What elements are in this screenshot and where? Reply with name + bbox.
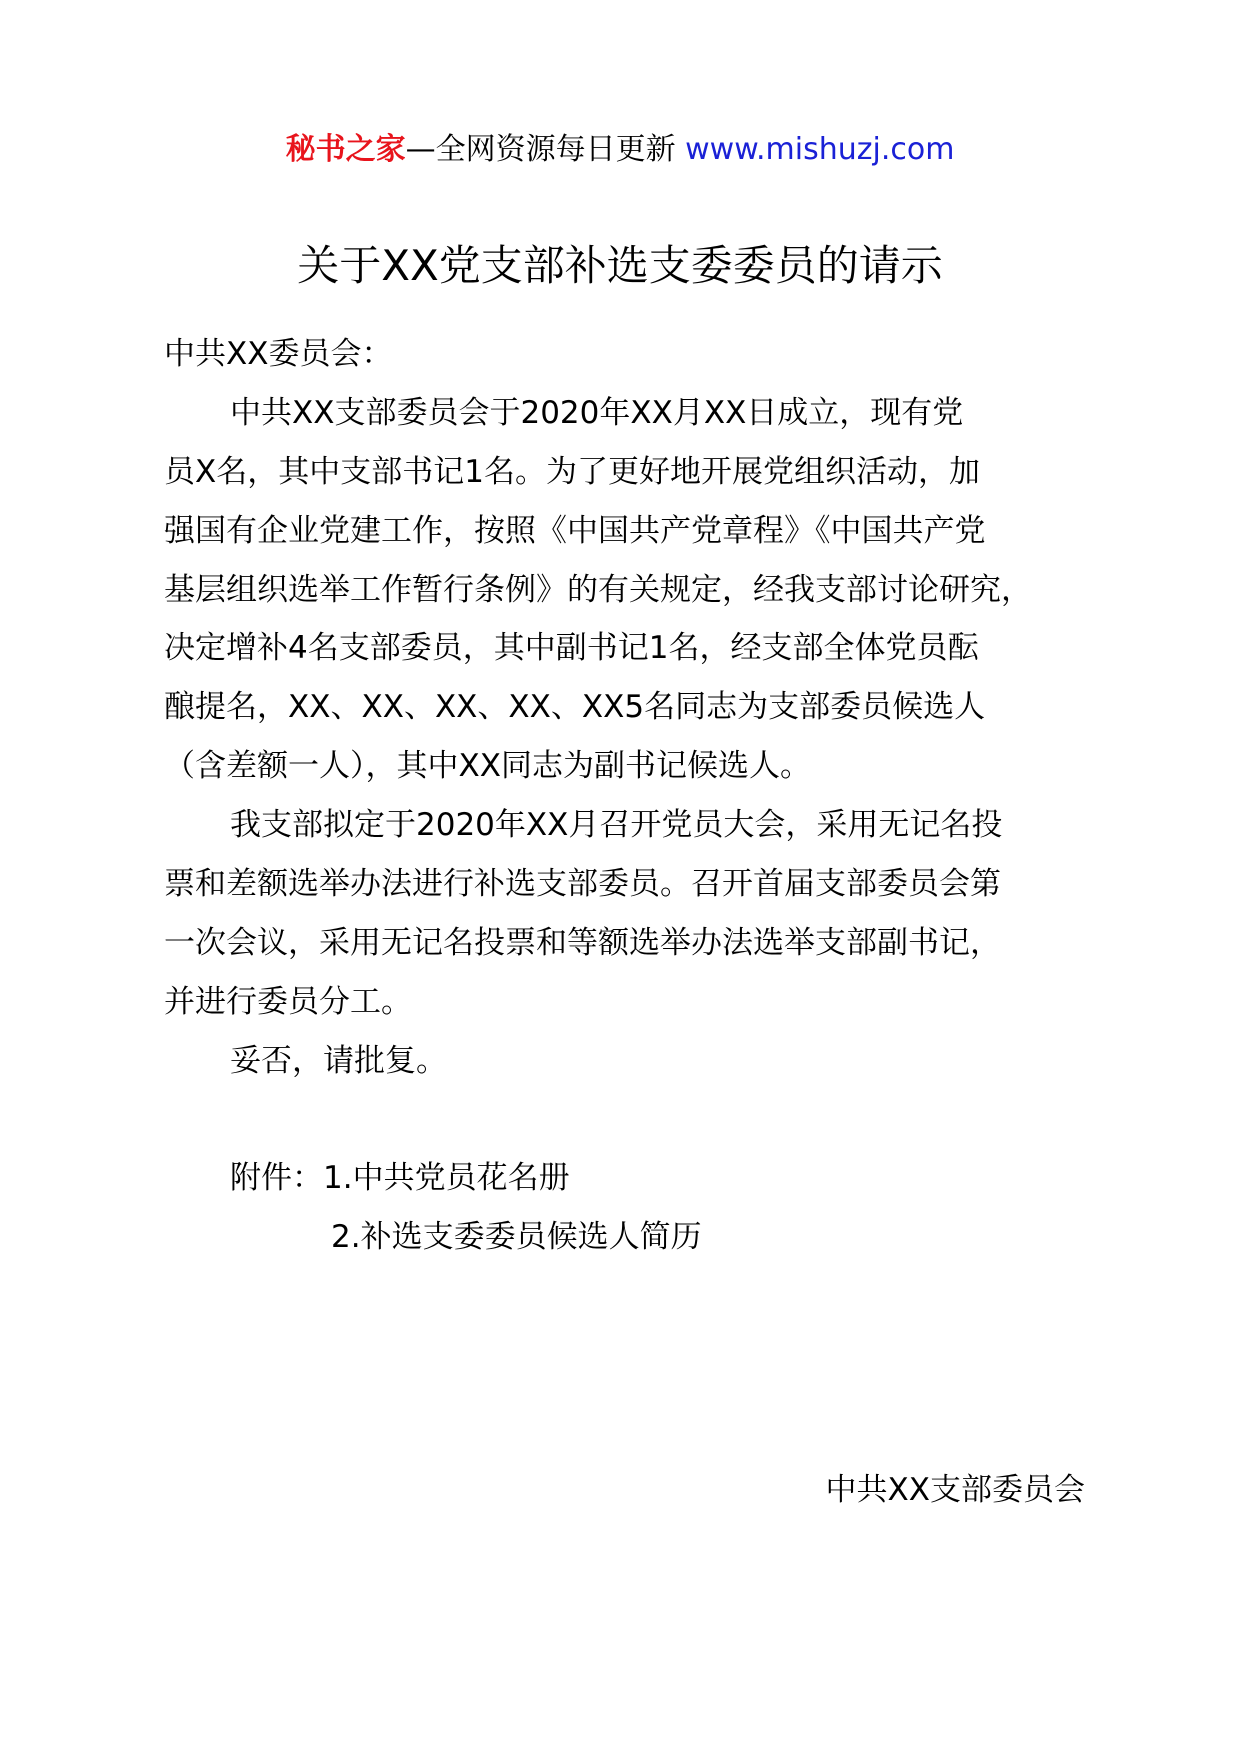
site-url-link[interactable]: www.mishuzj.com <box>685 132 955 167</box>
site-tagline: —全网资源每日更新 <box>405 132 686 167</box>
salutation: 中共XX委员会： <box>164 336 393 372</box>
paragraph-line: 基层组织选举工作暂行条例》的有关规定，经我支部讨论研究， <box>164 572 1032 608</box>
closing-line: 妥否，请批复。 <box>230 1043 447 1079</box>
site-header <box>0 128 1240 172</box>
signature: 中共XX支部委员会 <box>825 1472 1085 1508</box>
paragraph-line: 一次会议，采用无记名投票和等额选举办法选举支部副书记， <box>164 925 1001 961</box>
paragraph-line: 决定增补4名支部委员，其中副书记1名，经支部全体党员酝 <box>164 630 979 666</box>
paragraph-line: 我支部拟定于2020年XX月召开党员大会，采用无记名投 <box>230 807 1003 843</box>
attachment-item: 附件：1.中共党员花名册 <box>230 1160 570 1196</box>
paragraph-line: （含差额一人），其中XX同志为副书记候选人。 <box>164 748 811 784</box>
paragraph-line: 并进行委员分工。 <box>164 984 412 1020</box>
paragraph-line: 中共XX支部委员会于2020年XX月XX日成立，现有党 <box>230 395 964 431</box>
document-title: 关于XX党支部补选支委委员的请示 <box>297 241 943 290</box>
paragraph-line: 强国有企业党建工作，按照《中国共产党章程》《中国共产党 <box>164 513 986 549</box>
paragraph-line: 员X名，其中支部书记1名。为了更好地开展党组织活动，加 <box>164 454 980 490</box>
paragraph-line: 酿提名，XX、XX、XX、XX、XX5名同志为支部委员候选人 <box>164 689 986 725</box>
site-brand: 秘书之家 <box>285 132 406 167</box>
paragraph-line: 票和差额选举办法进行补选支部委员。召开首届支部委员会第 <box>164 866 1001 902</box>
attachment-item: 2.补选支委委员候选人简历 <box>331 1219 702 1255</box>
